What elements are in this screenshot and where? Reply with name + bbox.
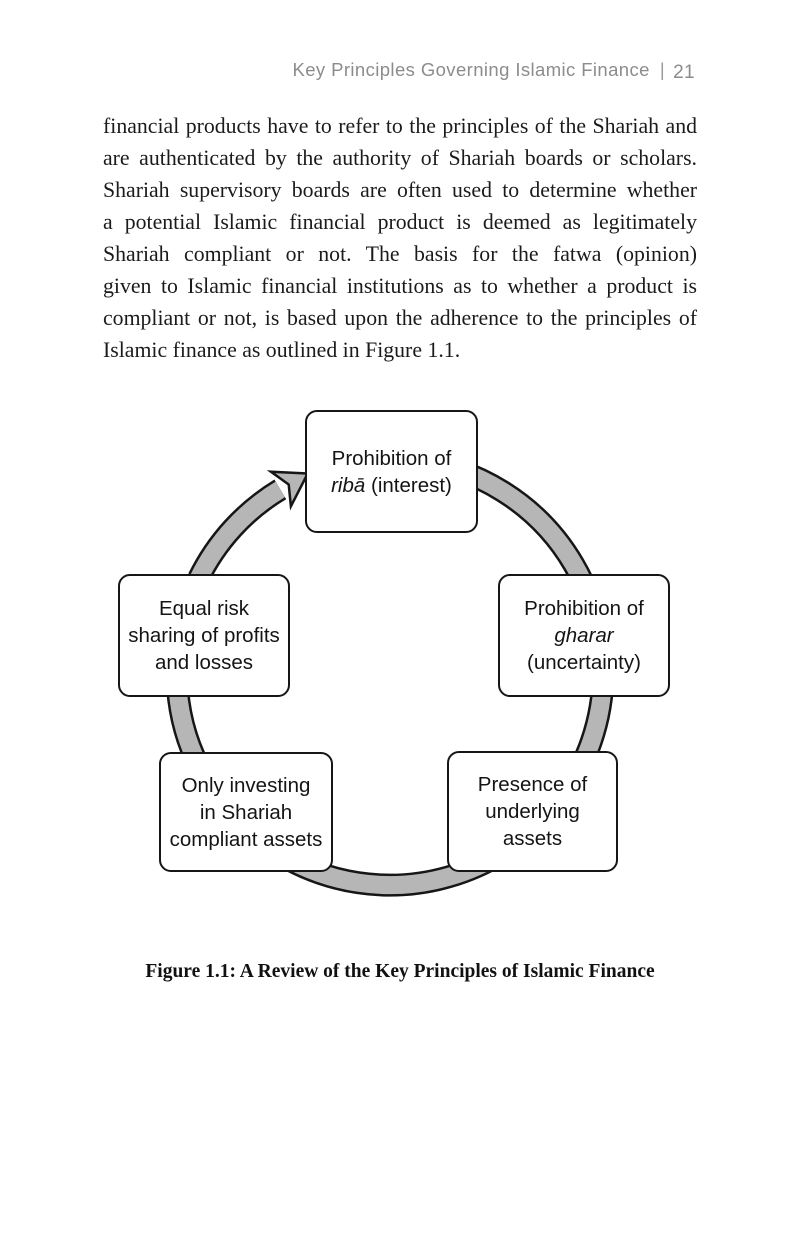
diagram-box-underlying-assets — [447, 751, 618, 872]
body-line: given to Islamic financial institutions as to whether a product is — [103, 274, 697, 298]
box-line: gharar — [554, 624, 614, 647]
header-separator: | — [659, 59, 666, 80]
box-line: Prohibition of — [331, 446, 452, 470]
box-label — [331, 445, 452, 499]
box-label — [170, 772, 323, 853]
body-line: a potential Islamic financial product is deemed as legitimately — [103, 210, 697, 234]
diagram-box-shariah-compliant-investing — [159, 752, 333, 872]
box-label — [128, 595, 280, 676]
box-line: sharing of profits — [128, 624, 280, 647]
body-line: financial products have to refer to the principles of the Shariah and — [103, 114, 697, 138]
box-label — [478, 771, 587, 852]
body-paragraph — [103, 110, 697, 366]
body-line: Islamic finance as outlined in Figure 1.1. — [103, 338, 461, 362]
figure-caption: Figure 1.1: A Review of the Key Principles of Islamic Finance — [145, 961, 655, 982]
chapter-title: Key Principles Governing Islamic Finance — [292, 59, 650, 80]
box-line: Equal risk — [158, 597, 249, 620]
diagram-box-prohibition-riba — [305, 410, 478, 533]
diagram-box-equal-risk-sharing — [118, 574, 290, 697]
box-line: Presence of — [477, 773, 588, 796]
box-line: assets — [502, 827, 563, 850]
box-line: Only investing — [181, 773, 311, 797]
figure-1-1-diagram — [0, 395, 800, 940]
box-line: underlying — [485, 800, 580, 823]
page-number: 21 — [673, 62, 695, 83]
box-line: ribā (interest) — [331, 473, 452, 497]
arrow-shaft — [199, 489, 281, 578]
body-line: compliant or not, is based upon the adherence to the principles of — [103, 306, 697, 330]
diagram-box-prohibition-gharar — [498, 574, 670, 697]
body-line: are authenticated by the authority of Shariah boards or scholars. — [103, 146, 697, 170]
box-line: Prohibition of — [524, 597, 644, 620]
box-line: and losses — [154, 651, 253, 674]
running-header — [103, 59, 695, 82]
box-label — [524, 595, 644, 676]
box-line: (uncertainty) — [527, 651, 641, 674]
box-line: compliant assets — [169, 827, 323, 851]
box-line: in Shariah — [199, 800, 293, 824]
body-line: Shariah supervisory boards are often used to determine whether — [103, 178, 697, 202]
body-line: Shariah compliant or not. The basis for the fatwa (opinion) — [103, 242, 697, 266]
